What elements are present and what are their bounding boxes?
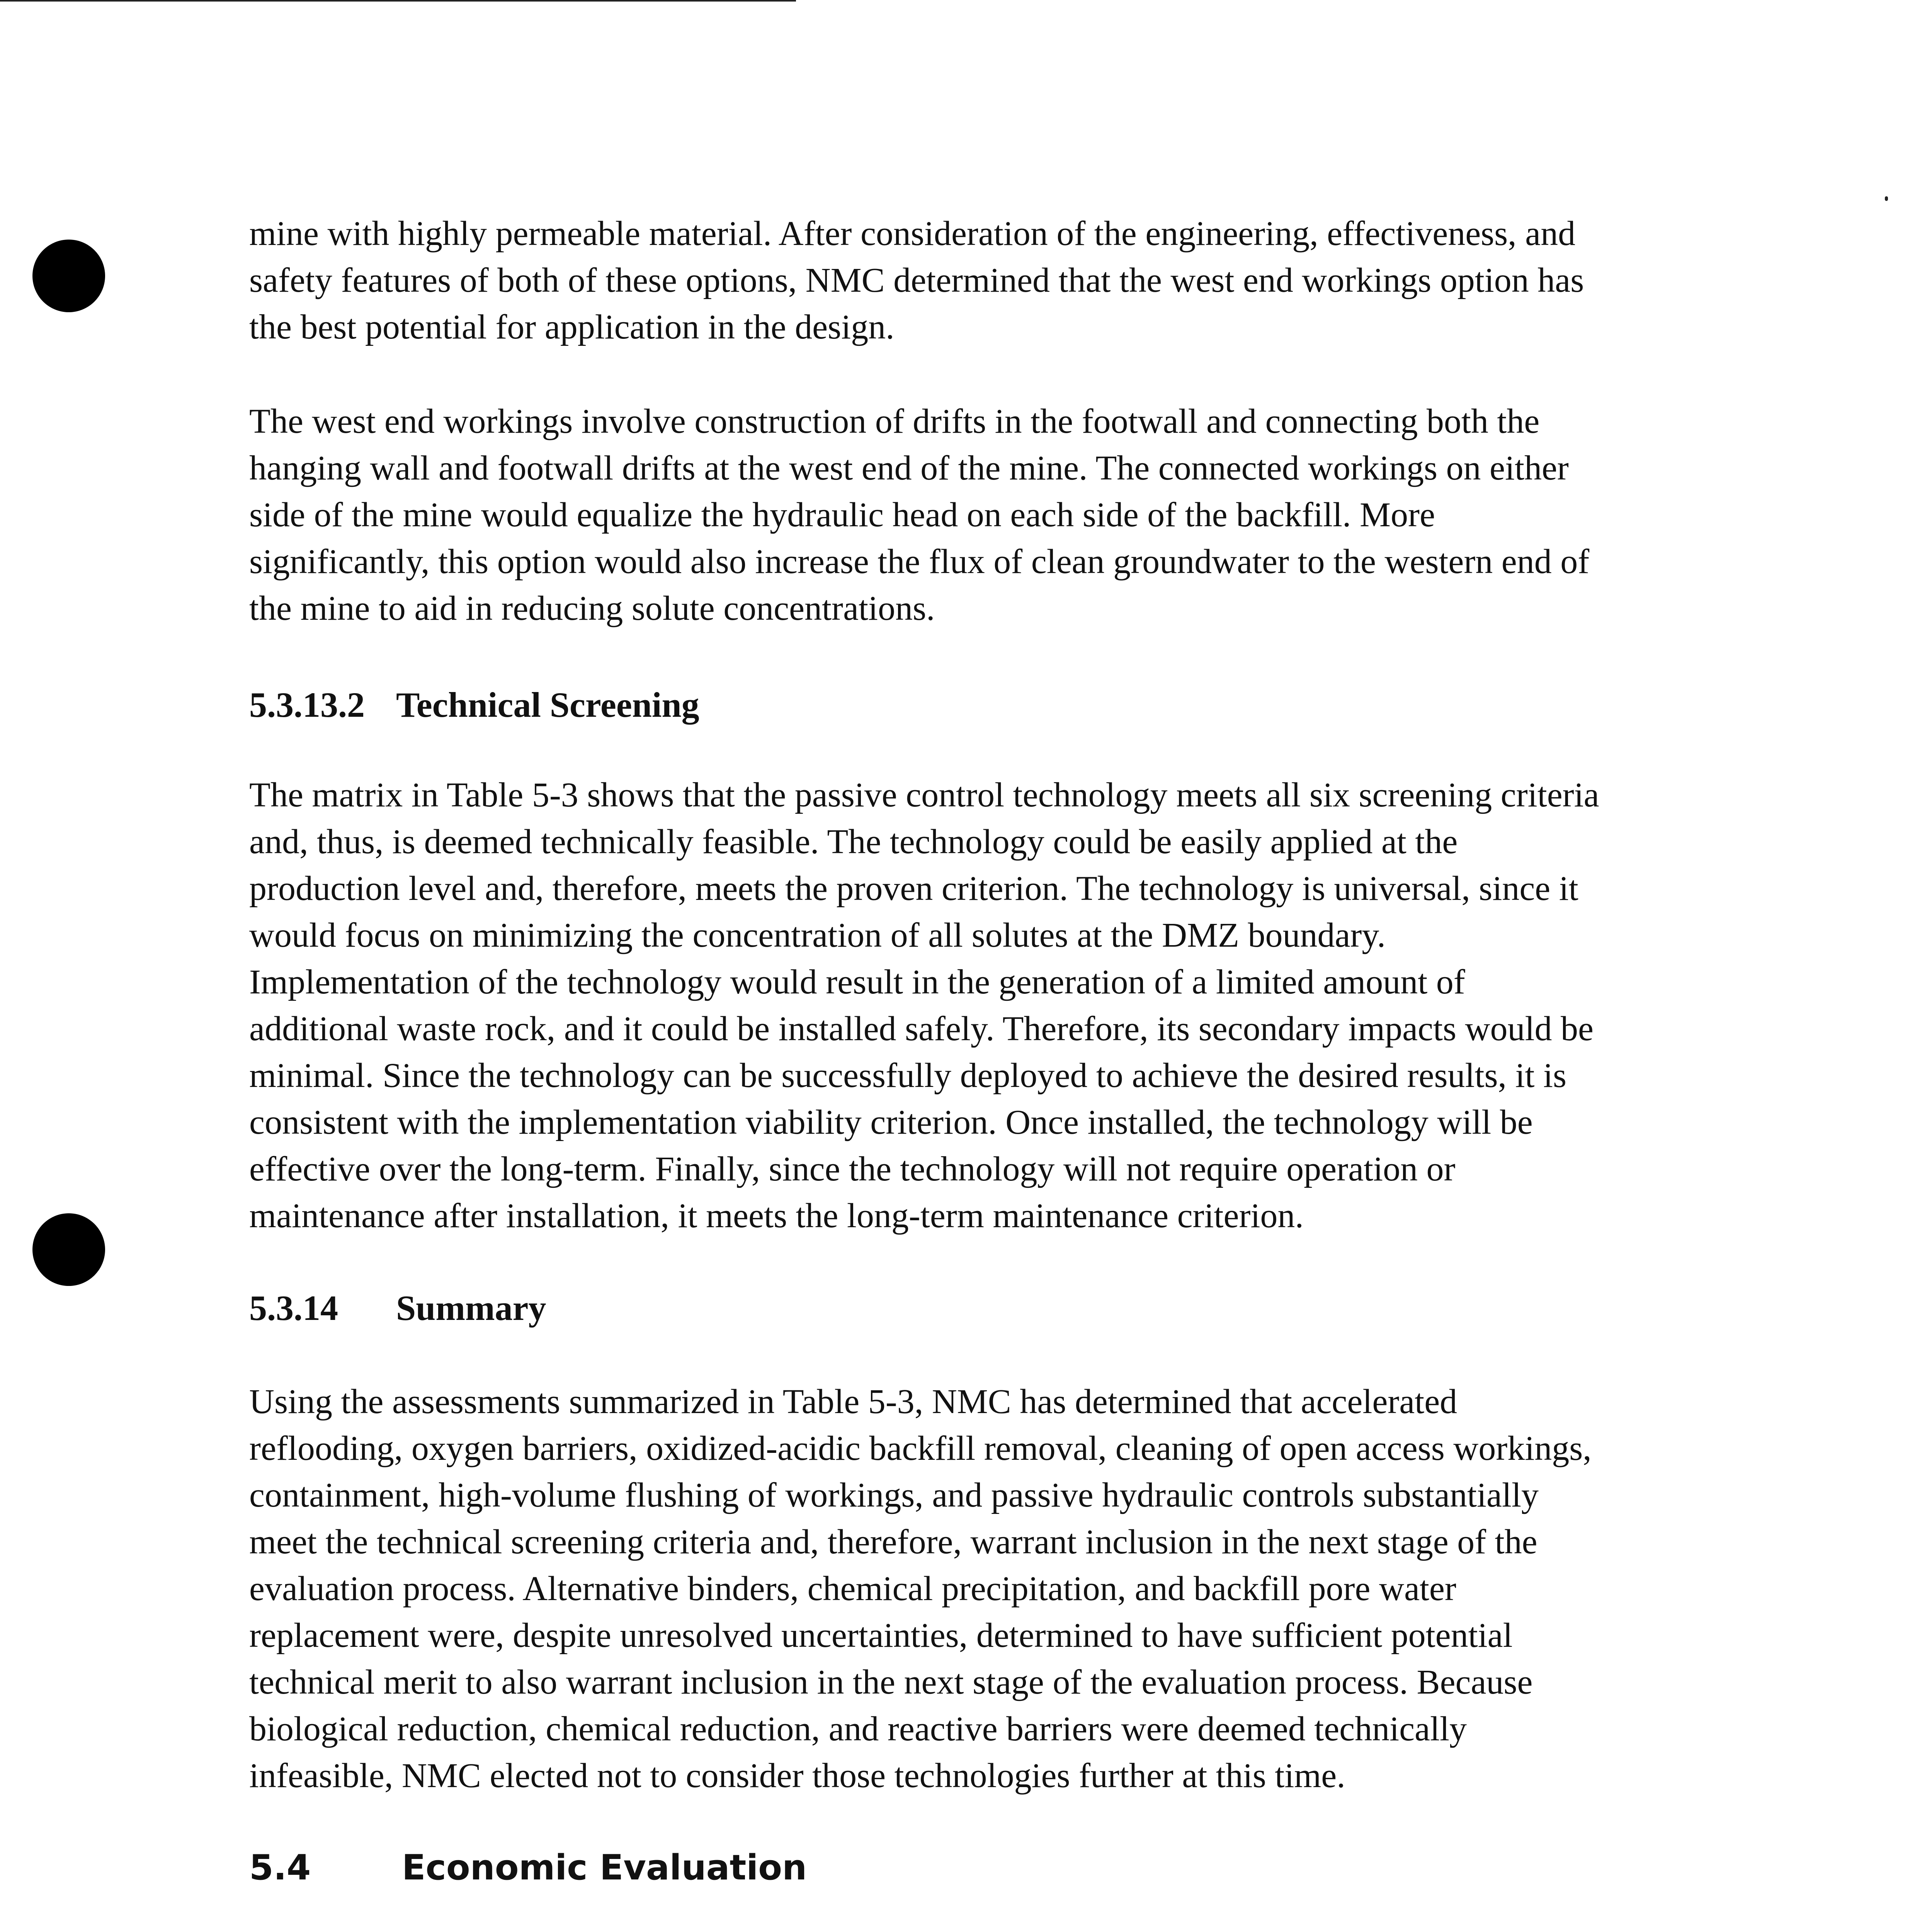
scan-speck — [1885, 196, 1888, 201]
paragraph-west-end-intro: mine with highly permeable material. After consideration of the engineering, effectiveness, and safety features of both of these options, NMC determined that the west end workings option has the best potential for application in the design. — [249, 214, 1584, 346]
section-number: 5.4 — [249, 1847, 311, 1888]
section-title: Economic Evaluation — [402, 1847, 807, 1888]
binder-hole-icon — [32, 1213, 105, 1286]
binder-hole-icon — [32, 240, 105, 312]
paragraph-technical-screening: The matrix in Table 5-3 shows that the passive control technology meets all six screening criteria and, thus, is deemed technically feasible. The technology could be easily applied at the production level and, therefore, meets the proven criterion. The technology is universal, since it would focus on minimizing the concentration of all solutes at the DMZ boundary. Implementation of the technology would result in the generation of a limited amount of additional waste rock, and it could be installed safely. Therefore, its secondary impacts would be minimal. Since the technology can be successfully deployed to achieve the desired results, it is consistent with the implementation viability criterion. Once installed, the technology will be effective over the long-term. Finally, since the technology will not require operation or maintenance after installation, it meets the long-term maintenance criterion. — [249, 776, 1599, 1235]
top-edge-line — [0, 0, 796, 2]
section-number: 5.3.14 — [249, 1288, 338, 1328]
section-number: 5.3.13.2 — [249, 685, 365, 724]
paragraph-west-end-workings: The west end workings involve construction of drifts in the footwall and connecting both the hanging wall and footwall drifts at the west end of the mine. The connected workings on either side of the mine would equalize the hydraulic head on each side of the backfill. More significantly, this option would also increase the flux of clean groundwater to the western end of the mine to aid in reducing solute concentrations. — [249, 402, 1590, 628]
paragraph-summary: Using the assessments summarized in Table 5-3, NMC has determined that accelerated reflooding, oxygen barriers, oxidized-acidic backfill removal, cleaning of open access workings, containment, high-volume flushing of workings, and passive hydraulic controls substantially meet the technical screening criteria and, therefore, warrant inclusion in the next stage of the evaluation process. Alternative binders, chemical precipitation, and backfill pore water replacement were, despite unresolved uncertainties, determined to have sufficient potential technical merit to also warrant inclusion in the next stage of the evaluation process. Because biological reduction, chemical reduction, and reactive barriers were deemed technically infeasible, NMC elected not to consider those technologies further at this time. — [249, 1383, 1592, 1795]
section-heading-summary — [249, 1285, 546, 1332]
section-heading-economic-evaluation — [249, 1844, 807, 1891]
section-title: Summary — [396, 1288, 546, 1328]
section-heading-technical-screening — [249, 682, 699, 728]
section-title: Technical Screening — [396, 685, 699, 724]
